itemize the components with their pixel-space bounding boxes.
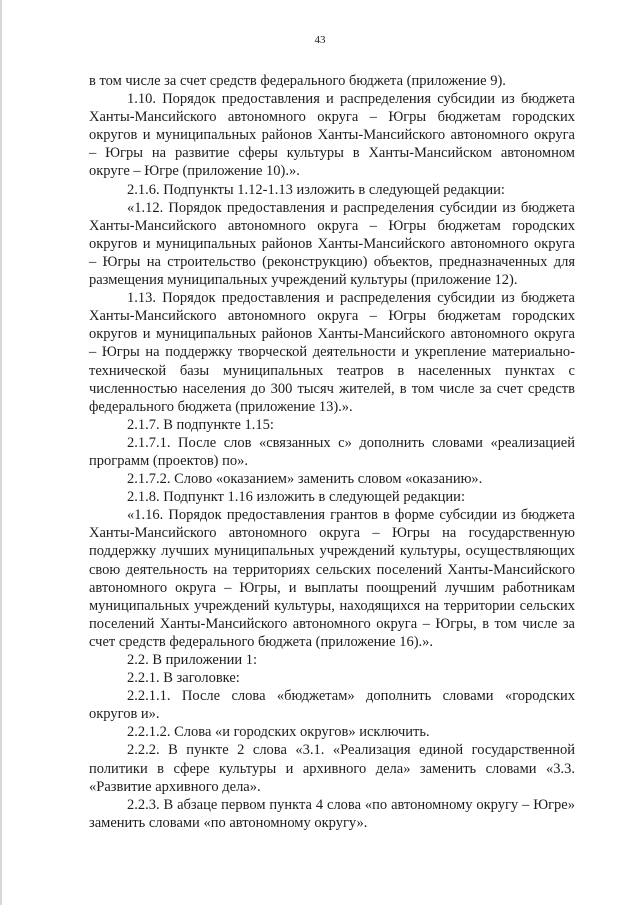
- paragraph-1-12: «1.12. Порядок предоставления и распределения субсидии из бюджета Ханты-Мансийского автономного округа – Югры бюджетам городских округов и муниципальных районов Ханты-Мансийского автономного округа – Югры на строительство (реконструкцию) объектов, предназначенных для размещения муниципальных учреждений культуры (приложение 12).: [89, 199, 575, 289]
- paragraph-2-2-1: 2.2.1. В заголовке:: [127, 670, 240, 687]
- paragraph-2-1-7-1: 2.1.7.1. После слов «связанных с» дополнить словами «реализацией программ (проектов) по».: [89, 434, 575, 469]
- paragraph-2-2-3: 2.2.3. В абзаце первом пункта 4 слова «по автономному округу – Югре» заменить словами «по автономному округу».: [89, 796, 575, 831]
- paragraph-2-2-2: 2.2.2. В пункте 2 слова «3.1. «Реализация единой государственной политики в сфере культуры и архивного дела» заменить словами «3.3. «Развитие архивного дела».: [89, 742, 575, 795]
- paragraph-2-1-8: 2.1.8. Подпункт 1.16 изложить в следующей редакции:: [127, 489, 465, 506]
- paragraph-2-1-7-2: 2.1.7.2. Слово «оказанием» заменить словом «оказанию».: [127, 471, 483, 488]
- paragraph-1: в том числе за счет средств федерального бюджета (приложение 9).: [89, 73, 506, 89]
- paragraph-1-13: 1.13. Порядок предоставления и распределения субсидии из бюджета Ханты-Мансийского автономного округа – Югры бюджетам городских округов и муниципальных районов Ханты-Мансийского автономного округа – Югры на поддержку творческой деятельности и укрепление материально-технической базы муниципальных театров в населенных пунктах с численностью населения до 300 тысяч жителей, в том числе за счет средств федерального бюджета (приложение 13).».: [89, 290, 575, 415]
- paragraph-1-10: 1.10. Порядок предоставления и распределения субсидии из бюджета Ханты-Мансийского автономного округа – Югры бюджетам городских округов и муниципальных районов Ханты-Мансийского автономного округа – Югры на развитие сферы культуры в Ханты-Мансийском автономном округе – Югре (приложение 10).».: [89, 91, 575, 180]
- document-body: [89, 72, 575, 832]
- paragraph-2-1-6: 2.1.6. Подпункты 1.12-1.13 изложить в следующей редакции:: [127, 181, 505, 198]
- paragraph-2-2-1-1: 2.2.1.1. После слова «бюджетам» дополнить словами «городских округов и».: [89, 688, 575, 723]
- paragraph-2-1-7: 2.1.7. В подпункте 1.15:: [127, 416, 274, 433]
- paragraph-2-2: 2.2. В приложении 1:: [127, 652, 258, 668]
- paragraph-1-16: «1.16. Порядок предоставления грантов в форме субсидии из бюджета Ханты-Мансийского автономного округа – Югры на государственную поддержку лучших муниципальных учреждений культуры, осуществляющих свою деятельность на территориях сельских поселений Ханты-Мансийского автономного округа – Югры, и выплаты поощрений лучшим работникам муниципальных учреждений культуры, находящихся на территории сельских поселений Ханты-Мансийского автономного округа – Югры, в том числе за счет средств федерального бюджета (приложение 16).».: [89, 507, 575, 650]
- paragraph-2-2-1-2: 2.2.1.2. Слова «и городских округов» исключить.: [127, 724, 430, 741]
- scan-edge: [0, 0, 2, 905]
- page-number: 43: [314, 34, 326, 46]
